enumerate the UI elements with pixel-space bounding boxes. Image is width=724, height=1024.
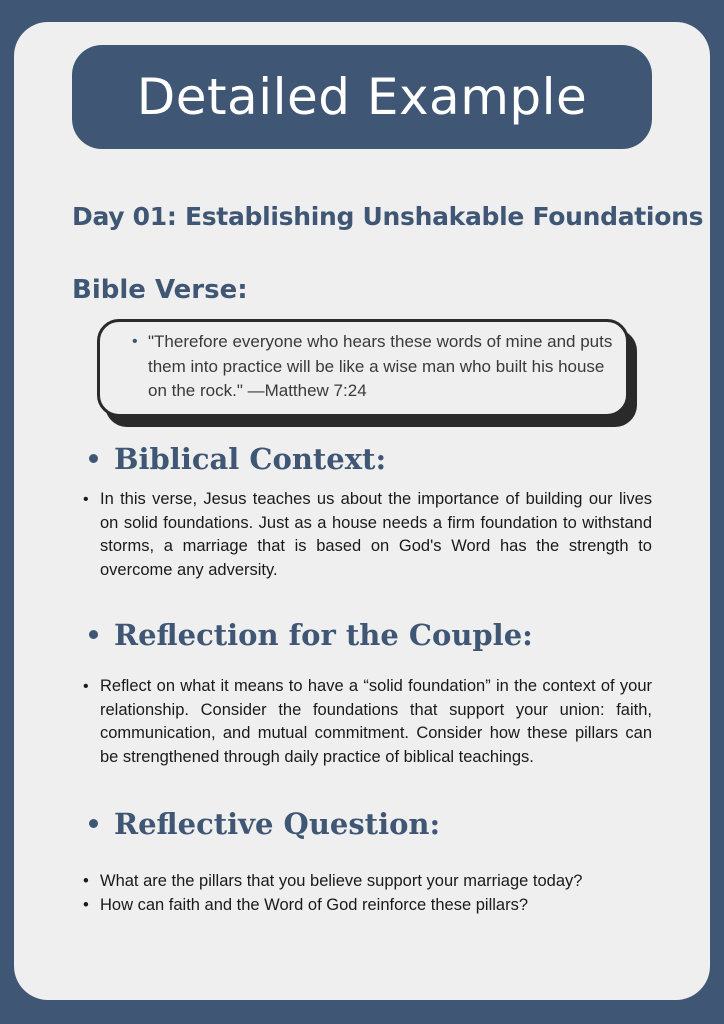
bullet-icon: •	[83, 491, 89, 508]
paragraph-text: Reflect on what it means to have a “solid foundation” in the context of your relationship. Consider the foundations that support your union: faith, communication, and mutual commitment. Consider how these pillars can be strengthened through daily practice of biblical teachings.	[100, 677, 652, 766]
bullet-icon: •	[83, 895, 89, 914]
section-heading-text: Reflective Question:	[114, 807, 441, 841]
verse-box	[97, 319, 629, 417]
biblical-context-paragraph	[83, 488, 652, 582]
bullet-icon	[89, 819, 98, 828]
question-text: What are the pillars that you believe support your marriage today?	[100, 872, 583, 890]
reflection-heading	[89, 618, 533, 652]
biblical-context-heading	[89, 442, 386, 476]
bullet-icon: •	[83, 872, 89, 890]
day-heading: Day 01: Establishing Unshakable Foundations	[72, 202, 704, 231]
page-card	[14, 22, 710, 1000]
title-banner	[72, 45, 652, 149]
page-title: Detailed Example	[136, 68, 588, 126]
reflective-question-heading	[89, 807, 440, 841]
question-list	[83, 870, 660, 917]
question-text: How can faith and the Word of God reinforce these pillars?	[100, 895, 529, 914]
list-item	[83, 894, 660, 918]
verse-heading: Bible Verse:	[72, 275, 248, 305]
bullet-icon: •	[83, 678, 89, 695]
section-heading-text: Reflection for the Couple:	[114, 618, 533, 652]
bullet-icon	[89, 454, 98, 463]
paragraph-text: In this verse, Jesus teaches us about the importance of building our lives on solid foundations. Just as a house needs a firm foundation to withstand storms, a marriage that is based on God's Word has the strength to overcome any adversity.	[100, 490, 652, 579]
verse-text: • "Therefore everyone who hears these words of mine and puts them into practice will be like a wise man who built his house on the rock." —Matthew 7:24	[148, 330, 614, 404]
list-item	[83, 870, 660, 894]
bullet-icon	[89, 630, 98, 639]
reflection-paragraph	[83, 675, 652, 769]
section-heading-text: Biblical Context:	[114, 442, 387, 476]
